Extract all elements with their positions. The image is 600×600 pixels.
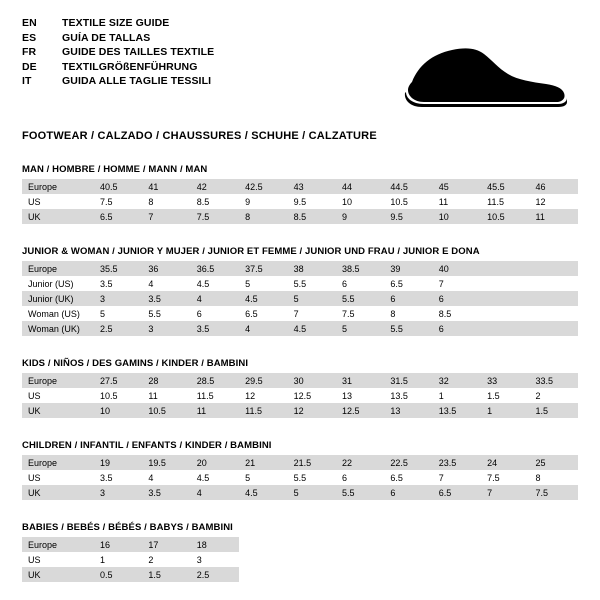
cell: 7.5 [191, 209, 239, 224]
language-title: GUIDA ALLE TAGLIE TESSILI [62, 75, 212, 87]
row-label: US [22, 388, 94, 403]
cell: 16 [94, 537, 142, 552]
cell-empty [384, 537, 432, 552]
cell: 3.5 [94, 470, 142, 485]
cell: 7 [433, 470, 481, 485]
group-title: KIDS / NIÑOS / DES GAMINS / KINDER / BAMBINI [22, 358, 249, 369]
cell: 4.5 [191, 470, 239, 485]
table-row [22, 194, 578, 209]
cell-empty [530, 552, 578, 567]
cell: 10.5 [142, 403, 190, 418]
cell: 10 [433, 209, 481, 224]
cell: 5.5 [142, 306, 190, 321]
language-title: TEXTILGRÖßENFÜHRUNG [62, 60, 198, 73]
size-group-man [22, 164, 578, 224]
cell [481, 276, 529, 291]
cell: 27.5 [94, 373, 142, 388]
cell: 44.5 [384, 179, 432, 194]
cell: 2 [142, 552, 190, 567]
cell: 1 [94, 552, 142, 567]
cell: 6.5 [94, 209, 142, 224]
cell [530, 261, 578, 276]
cell: 5.5 [288, 276, 336, 291]
cell-empty [239, 552, 287, 567]
cell-empty [481, 537, 529, 552]
row-label: Europe [22, 537, 94, 552]
row-label: US [22, 470, 94, 485]
cell: 31 [336, 373, 384, 388]
cell: 37.5 [239, 261, 287, 276]
language-code: EN [22, 17, 37, 29]
table-row [22, 455, 578, 470]
cell: 8 [142, 194, 190, 209]
table-row [22, 552, 578, 567]
cell: 40.5 [94, 179, 142, 194]
cell: 23.5 [433, 455, 481, 470]
table-row [22, 567, 578, 582]
cell: 30 [288, 373, 336, 388]
cell: 3 [94, 291, 142, 306]
table-row [22, 306, 578, 321]
cell: 4.5 [191, 276, 239, 291]
cell: 42.5 [239, 179, 287, 194]
table-row [22, 179, 578, 194]
row-label: Europe [22, 179, 94, 194]
cell: 3 [191, 552, 239, 567]
cell: 1.5 [481, 388, 529, 403]
cell: 7 [288, 306, 336, 321]
cell: 5 [288, 291, 336, 306]
size-group-babies [22, 522, 578, 582]
cell: 2 [530, 388, 578, 403]
cell: 11 [530, 209, 578, 224]
category-heading: FOOTWEAR / CALZADO / CHAUSSURES / SCHUHE / CALZATURE [22, 130, 377, 142]
row-label: Europe [22, 261, 94, 276]
cell: 3.5 [191, 321, 239, 336]
cell: 32 [433, 373, 481, 388]
cell: 13 [336, 388, 384, 403]
table-row [22, 321, 578, 336]
cell: 5.5 [336, 291, 384, 306]
cell-empty [384, 552, 432, 567]
size-table [22, 455, 578, 500]
cell-empty [239, 537, 287, 552]
cell-empty [433, 537, 481, 552]
cell: 6.5 [384, 276, 432, 291]
cell: 21 [239, 455, 287, 470]
cell: 10 [336, 194, 384, 209]
header [22, 18, 578, 114]
cell: 19.5 [142, 455, 190, 470]
cell: 9.5 [288, 194, 336, 209]
language-title-list [22, 18, 214, 91]
cell: 24 [481, 455, 529, 470]
row-label: UK [22, 485, 94, 500]
cell: 5 [336, 321, 384, 336]
language-code: ES [22, 31, 37, 44]
cell: 3.5 [142, 485, 190, 500]
row-label: Junior (US) [22, 276, 94, 291]
cell: 35.5 [94, 261, 142, 276]
cell: 5.5 [336, 485, 384, 500]
cell: 10 [94, 403, 142, 418]
row-label: Woman (US) [22, 306, 94, 321]
cell: 4.5 [239, 485, 287, 500]
cell: 5 [288, 485, 336, 500]
cell [530, 321, 578, 336]
cell-empty [530, 567, 578, 582]
cell: 7.5 [530, 485, 578, 500]
cell: 5.5 [288, 470, 336, 485]
cell: 6 [191, 306, 239, 321]
cell: 1.5 [142, 567, 190, 582]
size-group-junior-woman [22, 246, 578, 336]
cell-empty [288, 552, 336, 567]
row-label: Junior (UK) [22, 291, 94, 306]
row-label: Woman (UK) [22, 321, 94, 336]
table-row [22, 209, 578, 224]
table-row [22, 261, 578, 276]
cell: 6 [433, 291, 481, 306]
cell: 6 [336, 470, 384, 485]
language-row [22, 18, 214, 33]
cell [481, 291, 529, 306]
group-title: JUNIOR & WOMAN / JUNIOR Y MUJER / JUNIOR ET FEMME / JUNIOR UND FRAU / JUNIOR E DONA [22, 246, 480, 257]
cell: 40 [433, 261, 481, 276]
cell: 22.5 [384, 455, 432, 470]
cell: 9 [336, 209, 384, 224]
cell: 7.5 [481, 470, 529, 485]
size-group-kids [22, 358, 578, 418]
cell: 8 [239, 209, 287, 224]
table-row [22, 403, 578, 418]
cell: 3 [94, 485, 142, 500]
cell: 45 [433, 179, 481, 194]
cell-empty [336, 567, 384, 582]
cell: 10.5 [384, 194, 432, 209]
cell: 41 [142, 179, 190, 194]
size-table [22, 179, 578, 224]
cell: 12.5 [336, 403, 384, 418]
cell: 12.5 [288, 388, 336, 403]
cell: 33 [481, 373, 529, 388]
cell: 5 [239, 470, 287, 485]
cell: 19 [94, 455, 142, 470]
size-group-children [22, 440, 578, 500]
cell-empty [481, 552, 529, 567]
cell-empty [336, 552, 384, 567]
cell: 3 [142, 321, 190, 336]
language-title: TEXTILE SIZE GUIDE [62, 17, 170, 29]
size-table [22, 261, 578, 336]
cell-empty [530, 537, 578, 552]
cell: 21.5 [288, 455, 336, 470]
cell: 29.5 [239, 373, 287, 388]
row-label: UK [22, 403, 94, 418]
group-title: CHILDREN / INFANTIL / ENFANTS / KINDER / BAMBINI [22, 440, 272, 451]
cell: 1 [433, 388, 481, 403]
cell: 6.5 [384, 470, 432, 485]
cell: 8 [384, 306, 432, 321]
cell: 7.5 [94, 194, 142, 209]
group-title: MAN / HOMBRE / HOMME / MANN / MAN [22, 164, 208, 175]
cell: 46 [530, 179, 578, 194]
cell: 0.5 [94, 567, 142, 582]
cell: 2.5 [94, 321, 142, 336]
cell: 31.5 [384, 373, 432, 388]
cell: 5 [239, 276, 287, 291]
language-title: GUÍA DE TALLAS [62, 31, 151, 44]
cell: 44 [336, 179, 384, 194]
cell: 1 [481, 403, 529, 418]
cell: 11 [433, 194, 481, 209]
language-row [22, 76, 214, 91]
cell: 12 [288, 403, 336, 418]
cell-empty [433, 567, 481, 582]
cell: 6 [384, 291, 432, 306]
cell-empty [384, 567, 432, 582]
cell: 39 [384, 261, 432, 276]
group-title: BABIES / BEBÉS / BÉBÉS / BABYS / BAMBINI [22, 522, 233, 533]
cell: 36 [142, 261, 190, 276]
row-label: UK [22, 567, 94, 582]
cell-empty [433, 552, 481, 567]
cell: 36.5 [191, 261, 239, 276]
cell: 11.5 [481, 194, 529, 209]
cell: 11 [142, 388, 190, 403]
cell: 8.5 [433, 306, 481, 321]
cell [530, 306, 578, 321]
cell: 33.5 [530, 373, 578, 388]
row-label: US [22, 552, 94, 567]
cell: 22 [336, 455, 384, 470]
cell: 7 [481, 485, 529, 500]
cell: 10.5 [481, 209, 529, 224]
cell: 38 [288, 261, 336, 276]
table-row [22, 537, 578, 552]
cell: 6 [384, 485, 432, 500]
cell [481, 321, 529, 336]
cell: 7 [433, 276, 481, 291]
cell: 9.5 [384, 209, 432, 224]
row-label: UK [22, 209, 94, 224]
cell: 5 [94, 306, 142, 321]
cell: 13.5 [384, 388, 432, 403]
cell: 5.5 [384, 321, 432, 336]
cell: 13.5 [433, 403, 481, 418]
cell-empty [288, 567, 336, 582]
cell: 6.5 [433, 485, 481, 500]
cell: 43 [288, 179, 336, 194]
language-row [22, 33, 214, 48]
cell: 3.5 [94, 276, 142, 291]
cell: 17 [142, 537, 190, 552]
cell: 6 [433, 321, 481, 336]
table-row [22, 388, 578, 403]
cell: 10.5 [94, 388, 142, 403]
cell [530, 291, 578, 306]
language-row [22, 62, 214, 77]
language-code: DE [22, 60, 37, 73]
table-row [22, 373, 578, 388]
cell: 25 [530, 455, 578, 470]
table-row [22, 470, 578, 485]
cell: 28 [142, 373, 190, 388]
row-label: US [22, 194, 94, 209]
cell: 4 [142, 470, 190, 485]
row-label: Europe [22, 455, 94, 470]
dress-shoe-icon [380, 36, 570, 114]
cell: 8 [530, 470, 578, 485]
cell: 4 [142, 276, 190, 291]
cell: 11.5 [191, 388, 239, 403]
cell: 6.5 [239, 306, 287, 321]
language-code: IT [22, 75, 32, 87]
cell: 4 [239, 321, 287, 336]
cell: 1.5 [530, 403, 578, 418]
cell: 38.5 [336, 261, 384, 276]
cell: 12 [239, 388, 287, 403]
cell: 8.5 [288, 209, 336, 224]
cell: 42 [191, 179, 239, 194]
table-row [22, 485, 578, 500]
cell: 6 [336, 276, 384, 291]
cell [481, 306, 529, 321]
table-row [22, 291, 578, 306]
cell: 9 [239, 194, 287, 209]
cell: 7 [142, 209, 190, 224]
cell: 4 [191, 485, 239, 500]
language-code: FR [22, 46, 37, 58]
cell: 4 [191, 291, 239, 306]
cell-empty [288, 537, 336, 552]
cell: 7.5 [336, 306, 384, 321]
size-table [22, 537, 578, 582]
table-row [22, 276, 578, 291]
cell: 4.5 [288, 321, 336, 336]
cell: 2.5 [191, 567, 239, 582]
cell: 45.5 [481, 179, 529, 194]
cell-empty [481, 567, 529, 582]
size-table [22, 373, 578, 418]
cell: 20 [191, 455, 239, 470]
cell: 3.5 [142, 291, 190, 306]
language-row [22, 47, 214, 62]
cell [530, 276, 578, 291]
language-title: GUIDE DES TAILLES TEXTILE [62, 46, 215, 58]
cell: 28.5 [191, 373, 239, 388]
cell-empty [336, 537, 384, 552]
cell: 12 [530, 194, 578, 209]
cell-empty [239, 567, 287, 582]
row-label: Europe [22, 373, 94, 388]
cell: 11 [191, 403, 239, 418]
cell: 13 [384, 403, 432, 418]
cell: 11.5 [239, 403, 287, 418]
cell: 18 [191, 537, 239, 552]
cell: 8.5 [191, 194, 239, 209]
cell [481, 261, 529, 276]
cell: 4.5 [239, 291, 287, 306]
